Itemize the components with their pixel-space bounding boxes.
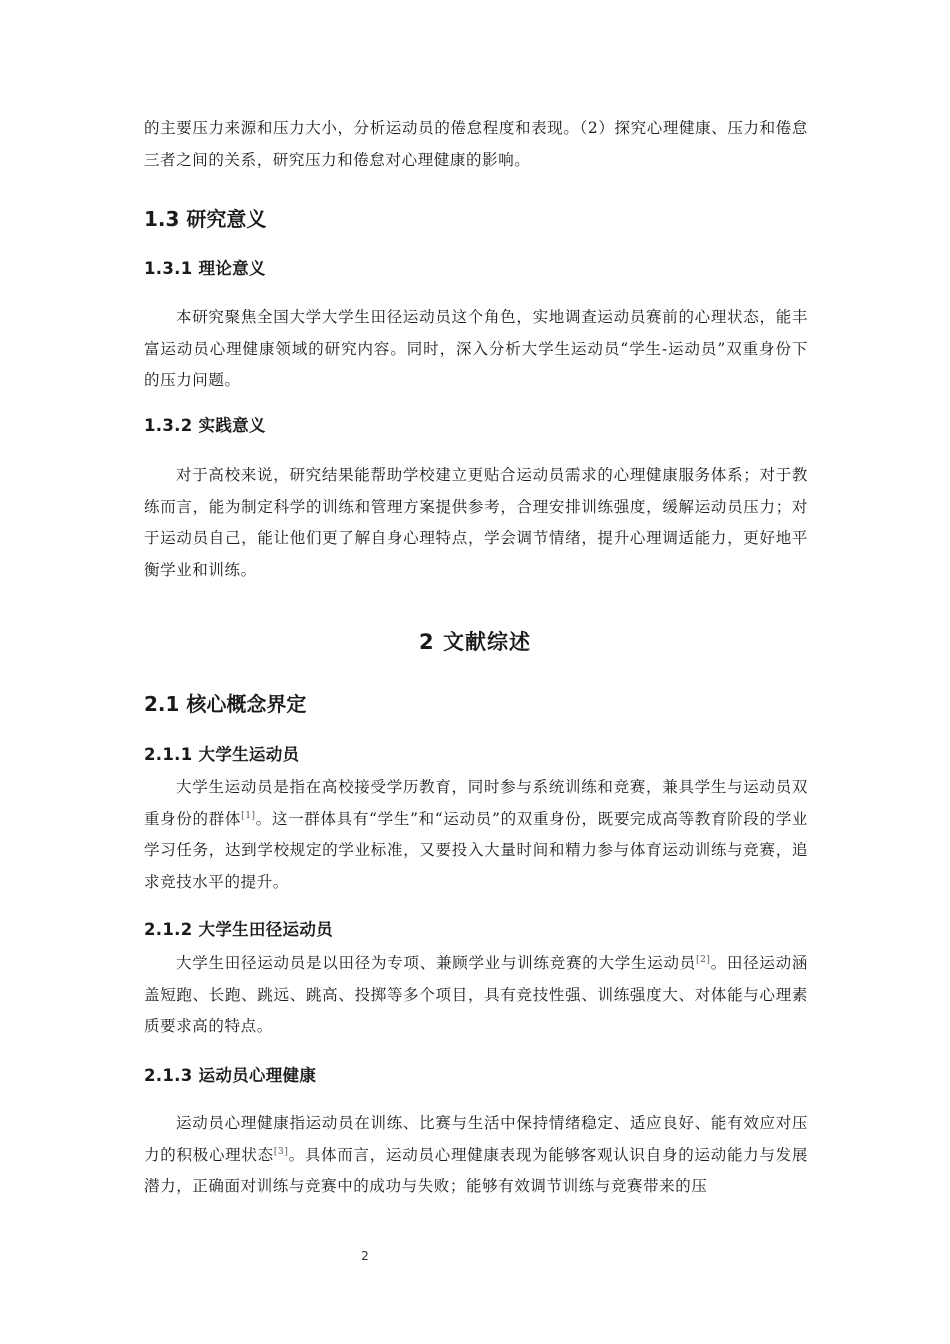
chapter-title: 2 文献综述 <box>419 630 531 654</box>
subsection-heading-1-3-2: 1.3.2 实践意义 <box>144 416 266 435</box>
paragraph-text: 大学生运动员是指在高校接受学历教育，同时参与系统训练和竞赛，兼具学生与运动员双重身份的群体 <box>144 778 808 828</box>
page-number: 2 <box>361 1249 369 1263</box>
paragraph-text: 。具体而言，运动员心理健康表现为能够客观认识自身的运动能力与发展潜力，正确面对训练与竞赛中的成功与失败；能够有效调节训练与竞赛带来的压 <box>144 1145 808 1195</box>
paragraph-2-1-3 <box>144 1108 808 1203</box>
paragraph-text: 。这一群体具有“学生”和“运动员”的双重身份，既要完成高等教育阶段的学业学习任务，达到学校规定的学业标准，又要投入大量时间和精力参与体育运动训练与竞赛，追求竞技水平的提升。 <box>144 809 808 891</box>
paragraph-2-1-1 <box>144 772 808 898</box>
paragraph-text: 。田径运动涵盖短跑、长跑、跳远、跳高、投掷等多个项目，具有竞技性强、训练强度大、对体能与心理素质要求高的特点。 <box>144 954 809 1035</box>
citation-marker: [2] <box>695 955 711 965</box>
subsection-heading-2-1-1: 2.1.1 大学生运动员 <box>144 745 300 764</box>
subsection-heading-2-1-3: 2.1.3 运动员心理健康 <box>144 1066 317 1085</box>
paragraph-1-3-1: 本研究聚焦全国大学大学生田径运动员这个角色，实地调查运动员赛前的心理状态，能丰富运动员心理健康领域的研究内容。同时，深入分析大学生运动员“学生-运动员”双重身份下的压力问题。 <box>144 308 808 389</box>
paragraph-1-3-2: 对于高校来说，研究结果能帮助学校建立更贴合运动员需求的心理健康服务体系；对于教练而言，能为制定科学的训练和管理方案提供参考，合理安排训练强度，缓解运动员压力；对于运动员自己，能让他们更了解自身心理特点，学会调节情绪，提升心理调适能力，更好地平衡学业和训练。 <box>144 466 808 579</box>
citation-marker: [3] <box>273 1146 289 1157</box>
citation-marker: [1] <box>241 810 256 821</box>
paragraph-2-1-2 <box>144 948 808 1043</box>
section-heading-1-3: 1.3 研究意义 <box>144 207 267 231</box>
section-heading-2-1: 2.1 核心概念界定 <box>144 692 307 716</box>
paragraph-text: 运动员心理健康指运动员在训练、比赛与生活中保持情绪稳定、适应良好、能有效应对压力的积极心理状态 <box>144 1114 808 1164</box>
intro-paragraph: 的主要压力来源和压力大小，分析运动员的倦怠程度和表现。（2）探究心理健康、压力和倦怠三者之间的关系，研究压力和倦怠对心理健康的影响。 <box>144 119 808 169</box>
subsection-heading-2-1-2: 2.1.2 大学生田径运动员 <box>144 920 333 939</box>
paragraph-text: 大学生田径运动员是以田径为专项、兼顾学业与训练竞赛的大学生运动员 <box>176 954 696 972</box>
subsection-heading-1-3-1: 1.3.1 理论意义 <box>144 259 266 278</box>
